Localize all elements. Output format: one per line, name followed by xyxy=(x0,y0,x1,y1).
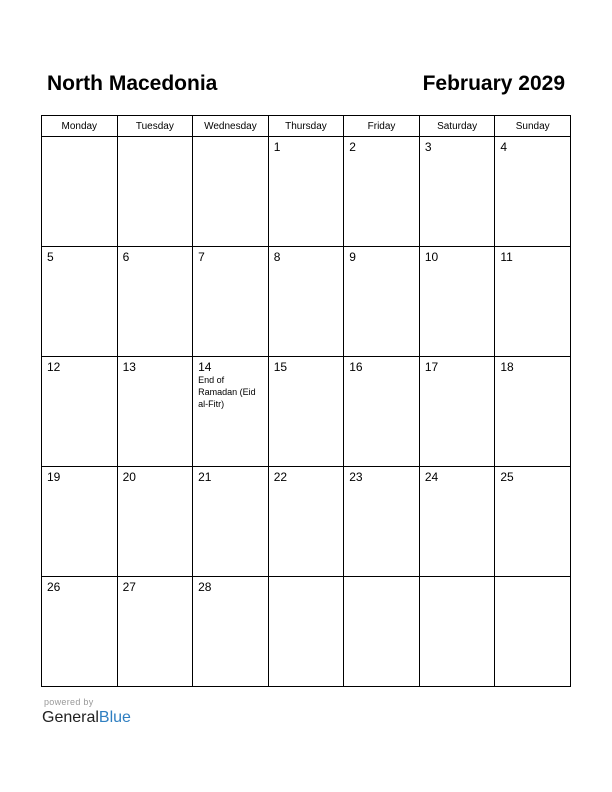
day-cell xyxy=(344,247,420,357)
day-cell xyxy=(419,247,495,357)
day-cell xyxy=(117,357,193,467)
day-number: 15 xyxy=(273,360,288,374)
day-cell xyxy=(344,577,420,687)
day-cell xyxy=(193,467,269,577)
day-number xyxy=(42,137,117,140)
day-cell xyxy=(193,247,269,357)
day-number: 5 xyxy=(47,250,54,264)
day-number: 6 xyxy=(122,250,130,264)
day-number xyxy=(193,137,268,140)
weekday-wednesday: Wednesday xyxy=(193,116,269,137)
brand-general-text: General xyxy=(42,709,99,726)
day-number: 23 xyxy=(349,470,363,484)
day-number: 25 xyxy=(500,470,514,484)
day-cell xyxy=(344,467,420,577)
day-number: 3 xyxy=(424,140,432,154)
day-number: 9 xyxy=(349,250,356,264)
day-number: 19 xyxy=(47,470,61,484)
day-cell xyxy=(42,247,118,357)
calendar-grid xyxy=(41,115,571,687)
day-cell xyxy=(495,247,571,357)
day-cell xyxy=(268,247,344,357)
day-number: 12 xyxy=(47,360,61,374)
weekday-monday: Monday xyxy=(42,116,118,137)
weekday-thursday: Thursday xyxy=(268,116,344,137)
day-cell xyxy=(419,137,495,247)
day-cell xyxy=(419,577,495,687)
day-cell xyxy=(344,137,420,247)
week-row xyxy=(42,467,571,577)
day-cell xyxy=(42,137,118,247)
day-number: 11 xyxy=(500,250,513,264)
day-cell xyxy=(495,137,571,247)
day-cell xyxy=(268,137,344,247)
week-row xyxy=(42,577,571,687)
day-number: 14 xyxy=(198,360,212,374)
day-cell xyxy=(419,357,495,467)
week-row xyxy=(42,357,571,467)
day-number: 22 xyxy=(273,470,288,484)
day-cell xyxy=(42,577,118,687)
country-title: North Macedonia xyxy=(47,72,218,95)
weekday-friday: Friday xyxy=(344,116,420,137)
day-cell xyxy=(193,577,269,687)
day-number: 27 xyxy=(122,580,136,594)
month-title: February 2029 xyxy=(422,72,565,95)
day-number: 8 xyxy=(273,250,281,264)
powered-by-text: powered by xyxy=(44,697,94,707)
day-cell xyxy=(42,467,118,577)
weekday-header-row xyxy=(42,116,571,137)
day-number: 13 xyxy=(122,360,136,374)
day-cell xyxy=(268,467,344,577)
day-cell xyxy=(117,247,193,357)
brand-blue-text: Blue xyxy=(98,709,131,726)
holiday-label: End of Ramadan (Eid al-Fitr) xyxy=(198,375,256,409)
weekday-saturday: Saturday xyxy=(419,116,495,137)
day-number: 28 xyxy=(198,580,212,594)
day-cell xyxy=(117,577,193,687)
day-cell xyxy=(117,467,193,577)
day-number: 24 xyxy=(424,470,439,484)
day-number xyxy=(118,137,193,140)
day-number: 18 xyxy=(500,360,514,374)
generalblue-logo[interactable] xyxy=(42,708,131,728)
day-number xyxy=(344,577,419,580)
day-cell xyxy=(193,137,269,247)
day-number: 16 xyxy=(349,360,363,374)
day-cell xyxy=(117,137,193,247)
day-number: 2 xyxy=(349,140,356,154)
day-number: 7 xyxy=(198,250,205,264)
day-number: 26 xyxy=(47,580,61,594)
day-cell xyxy=(419,467,495,577)
weekday-sunday: Sunday xyxy=(495,116,571,137)
day-cell xyxy=(268,577,344,687)
day-number xyxy=(495,577,570,580)
day-number xyxy=(420,577,495,580)
day-cell xyxy=(268,357,344,467)
day-number: 17 xyxy=(424,360,439,374)
day-number: 1 xyxy=(273,140,281,154)
day-cell xyxy=(42,357,118,467)
day-number: 21 xyxy=(198,470,212,484)
day-cell xyxy=(495,577,571,687)
day-number: 10 xyxy=(424,250,439,264)
day-number xyxy=(269,577,344,580)
day-cell xyxy=(193,357,269,467)
weekday-tuesday: Tuesday xyxy=(117,116,193,137)
day-number: 20 xyxy=(122,470,136,484)
week-row xyxy=(42,247,571,357)
day-cell xyxy=(495,467,571,577)
day-number: 4 xyxy=(500,140,508,154)
week-row xyxy=(42,137,571,247)
day-cell xyxy=(344,357,420,467)
day-cell xyxy=(495,357,571,467)
